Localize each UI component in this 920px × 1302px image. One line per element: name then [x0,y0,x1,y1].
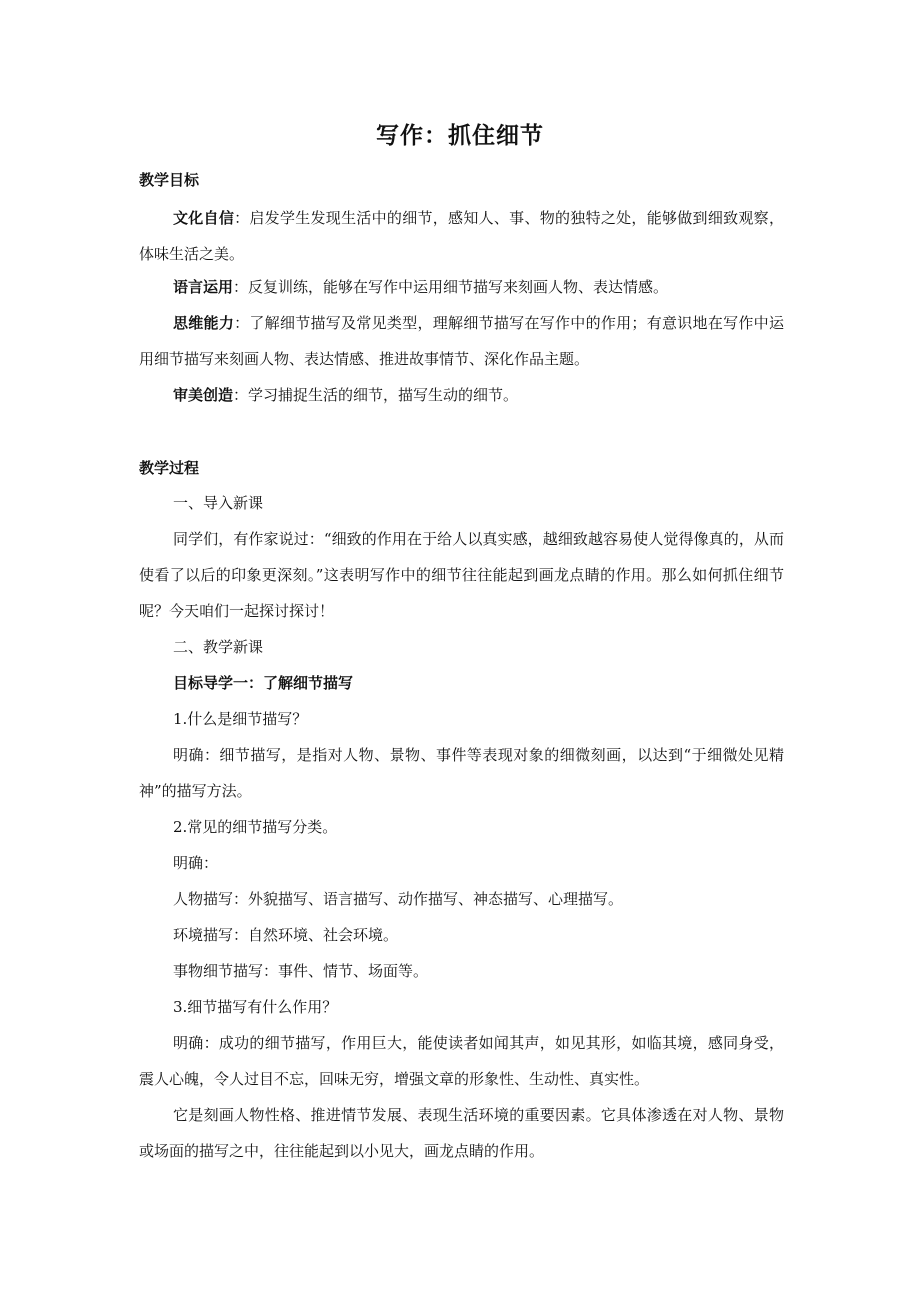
objective-text: 反复训练，能够在写作中运用细节描写来刻画人物、表达情感。 [248,278,669,296]
objective-thinking [139,305,784,377]
goal-one-heading: 目标导学一：了解细节描写 [173,674,354,692]
answer-two-label: 明确： [173,854,219,872]
question-three: 3.细节描写有什么作用？ [173,998,338,1016]
objective-lead: 语言运用 [173,278,234,296]
process-heading: 教学过程 [139,459,200,477]
answer-two-item: 人物描写：外貌描写、语言描写、动作描写、神态描写、心理描写。 [173,890,624,908]
objective-language [139,269,784,305]
objective-text: 了解细节描写及常见类型，理解细节描写在写作中的作用；有意识地在写作中运用细节描写来刻画人物、表达情感、推进故事情节、深化作品主题。 [139,314,784,368]
document-title: 写作：抓住细节 [376,123,544,149]
intro-paragraph: 同学们，有作家说过：“细致的作用在于给人以真实感，越细致越容易使人觉得像真的，从而使看了以后的印象更深刻。”这表明写作中的细节往往能起到画龙点睛的作用。那么如何抓住细节呢？今天咱们一起探讨探讨！ [139,530,784,620]
answer-two-item: 环境描写：自然环境、社会环境。 [173,926,399,944]
objective-lead: 思维能力 [173,314,235,332]
objective-aesthetic [139,377,784,413]
section-intro-heading: 一、导入新课 [173,494,264,512]
section-new-lesson-heading: 二、教学新课 [173,638,264,656]
question-one: 1.什么是细节描写？ [173,710,308,728]
answer-two-item: 事物细节描写：事件、情节、场面等。 [173,962,429,980]
objective-separator: ： [233,278,249,296]
objective-text: 学习捕捉生活的细节，描写生动的细节。 [248,386,519,404]
objective-lead: 文化自信 [173,209,235,227]
objectives-heading: 教学目标 [139,171,200,189]
question-two: 2.常见的细节描写分类。 [173,818,338,836]
objective-text: 启发学生发现生活中的细节，感知人、事、物的独特之处，能够做到细致观察，体味生活之美。 [139,209,784,263]
answer-one: 明确：细节描写，是指对人物、景物、事件等表现对象的细微刻画，以达到“于细微处见精神”的描写方法。 [139,746,784,800]
answer-three: 明确：成功的细节描写，作用巨大，能使读者如闻其声，如见其形，如临其境，感同身受，震人心魄，令人过目不忘，回味无穷，增强文章的形象性、生动性、真实性。 [139,1034,784,1088]
objective-culture [139,200,784,272]
objective-separator: ： [233,386,249,404]
objective-lead: 审美创造 [173,386,234,404]
objective-separator: ： [234,209,250,227]
objective-separator: ： [234,314,250,332]
answer-three-more: 它是刻画人物性格、推进情节发展、表现生活环境的重要因素。它具体渗透在对人物、景物或场面的描写之中，往往能起到以小见大，画龙点睛的作用。 [139,1106,784,1160]
